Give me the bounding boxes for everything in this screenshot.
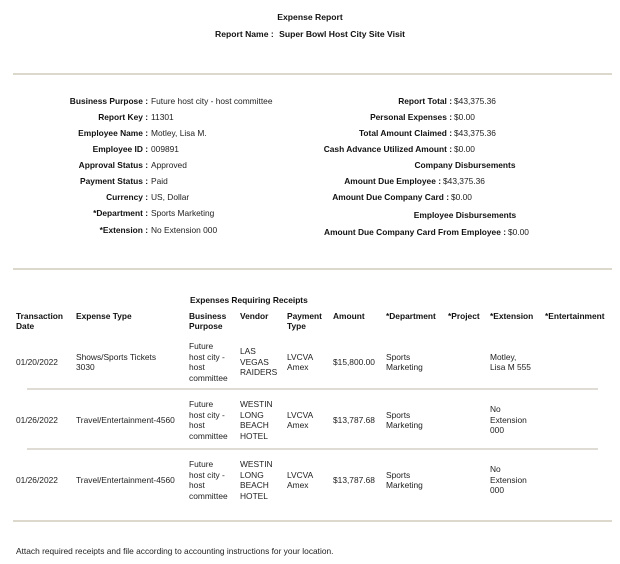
column-header-line: Type <box>287 321 306 331</box>
cell-line: BEACH <box>240 480 269 490</box>
summary-field-label: Report Total : <box>398 96 452 106</box>
summary-field-label: *Department : <box>93 208 148 218</box>
column-header-payment-type <box>287 311 322 331</box>
cell-amount <box>333 475 375 486</box>
company-disbursements-heading: Company Disbursements <box>414 160 516 170</box>
cell-line: $13,787.68 <box>333 474 375 485</box>
cell-line: Lisa M 555 <box>490 362 531 372</box>
footer-note: Attach required receipts and file according to accounting instructions for your location. <box>16 546 334 556</box>
cell-expense-type <box>76 475 175 486</box>
summary-field <box>0 109 620 125</box>
column-header-line: *Entertainment <box>545 311 605 321</box>
summary-field-label: Employee Name : <box>78 128 148 138</box>
summary-field-value: Sports Marketing <box>151 208 215 218</box>
summary-field-value: 009891 <box>151 144 179 154</box>
column-header-expense-type <box>76 311 132 321</box>
column-header-project <box>448 311 480 321</box>
summary-field-value: No Extension 000 <box>151 225 218 235</box>
cell-line: $15,800.00 <box>333 356 375 367</box>
cell-line: 000 <box>490 425 504 436</box>
cell-line: Amex <box>287 480 309 490</box>
column-header-line: *Extension <box>490 311 534 321</box>
cell-line: host city - <box>189 409 225 420</box>
cell-vendor <box>240 346 277 378</box>
summary-field <box>0 224 620 240</box>
summary-field-value: $0.00 <box>451 192 472 202</box>
cell-business-purpose <box>189 459 228 501</box>
column-header-department <box>386 311 436 321</box>
summary-field-label: Total Amount Claimed : <box>358 128 452 138</box>
cell-line: Extension <box>490 474 527 485</box>
cell-line: Sports <box>386 351 411 362</box>
summary-field <box>0 189 620 205</box>
cell-line: Marketing <box>386 480 423 490</box>
summary-field <box>0 173 620 189</box>
cell-line: Shows/Sports Tickets <box>76 351 157 362</box>
cell-line: Sports <box>386 409 411 420</box>
cell-line: Amex <box>287 420 309 430</box>
cell-line: Sports <box>386 469 411 480</box>
summary-field-value: $0.00 <box>508 227 529 237</box>
cell-department <box>386 470 423 491</box>
cell-line: host city - <box>189 469 225 480</box>
summary-field <box>0 125 620 141</box>
cell-line: Travel/Entertainment-4560 <box>76 414 175 425</box>
cell-line: Marketing <box>386 420 423 430</box>
column-header-business-purpose <box>189 311 226 331</box>
header-divider <box>13 73 612 75</box>
cell-line: 3030 <box>76 362 95 372</box>
cell-extension <box>490 464 527 496</box>
cell-line: Future <box>189 399 214 409</box>
report-name-value: Super Bowl Host City Site Visit <box>279 29 406 39</box>
summary-field-label: Business Purpose : <box>69 96 148 106</box>
summary-field-label: Currency : <box>106 192 148 202</box>
row-divider <box>27 448 598 450</box>
cell-line: $13,787.68 <box>333 414 375 425</box>
cell-line: Future <box>189 341 214 351</box>
summary-field-value: Paid <box>151 176 168 186</box>
row-divider <box>27 388 598 390</box>
cell-expense-type <box>76 415 175 426</box>
summary-field-label: *Extension : <box>99 225 148 235</box>
report-name-label: Report Name : <box>214 29 274 39</box>
column-header-amount <box>333 311 365 321</box>
summary-field-value: Future host city - host committee <box>151 96 273 106</box>
cell-line: No <box>490 404 501 415</box>
cell-line: committee <box>189 372 228 383</box>
column-header-line: *Project <box>448 311 480 321</box>
report-title: Expense Report <box>277 12 343 22</box>
cell-line: 01/20/2022 <box>16 356 58 367</box>
expenses-section-title: Expenses Requiring Receipts <box>190 295 308 305</box>
cell-line: host <box>189 362 205 372</box>
cell-payment-type <box>287 410 313 431</box>
summary-field-label: Cash Advance Utilized Amount : <box>323 144 452 154</box>
summary-field <box>0 141 620 157</box>
report-name <box>0 29 620 39</box>
column-header-line: Expense Type <box>76 311 132 321</box>
cell-amount <box>333 415 375 426</box>
column-header-line: Date <box>16 321 35 331</box>
cell-line: Travel/Entertainment-4560 <box>76 474 175 485</box>
cell-expense-type <box>76 352 156 373</box>
cell-business-purpose <box>189 399 228 441</box>
column-header-entertainment <box>545 311 605 321</box>
summary-field-value: $43,375.36 <box>454 96 496 106</box>
column-header-line: Transaction <box>16 311 64 321</box>
cell-line: 000 <box>490 485 504 496</box>
cell-line: LAS <box>240 346 256 357</box>
summary-field-label: Employee ID : <box>92 144 148 154</box>
employee-disbursements-heading: Employee Disbursements <box>413 210 517 220</box>
cell-line: Extension <box>490 414 527 425</box>
cell-line: Amex <box>287 362 309 372</box>
summary-field-value: $0.00 <box>454 112 475 122</box>
cell-line: committee <box>189 490 228 501</box>
cell-payment-type <box>287 470 313 491</box>
cell-extension <box>490 404 527 436</box>
cell-line: 01/26/2022 <box>16 414 58 425</box>
cell-line: LONG <box>240 409 264 420</box>
cell-line: LVCVA <box>287 409 314 420</box>
column-header-line: Purpose <box>189 321 223 331</box>
cell-department <box>386 410 423 431</box>
summary-field-label: Report Key : <box>98 112 148 122</box>
summary-field <box>0 93 620 109</box>
cell-line: LONG <box>240 469 264 480</box>
cell-line: LVCVA <box>287 351 314 362</box>
cell-line: LVCVA <box>287 469 314 480</box>
column-header-line: Business <box>189 311 227 321</box>
cell-line: committee <box>189 430 228 441</box>
cell-vendor <box>240 459 273 501</box>
cell-line: HOTEL <box>240 430 268 441</box>
cell-payment-type <box>287 352 313 373</box>
cell-transaction-date <box>16 415 58 426</box>
cell-line: RAIDERS <box>240 367 278 378</box>
cell-amount <box>333 357 375 368</box>
cell-line: BEACH <box>240 420 269 430</box>
summary-field-value: Motley, Lisa M. <box>151 128 207 138</box>
cell-line: Future <box>189 459 214 469</box>
cell-line: host <box>189 480 205 490</box>
cell-transaction-date <box>16 357 58 368</box>
summary-field-value: US, Dollar <box>151 192 190 202</box>
summary-field-value: Approved <box>151 160 187 170</box>
cell-line: WESTIN <box>240 459 273 469</box>
cell-line: 01/26/2022 <box>16 474 58 485</box>
summary-divider <box>13 268 612 270</box>
summary-field-value: $43,375.36 <box>443 176 485 186</box>
cell-line: VEGAS <box>240 356 269 367</box>
cell-extension <box>490 352 531 373</box>
summary-field-value: 11301 <box>151 112 174 122</box>
column-header-extension <box>490 311 533 321</box>
cell-line: Motley, <box>490 351 517 362</box>
column-header-line: Vendor <box>240 311 269 321</box>
column-header-vendor <box>240 311 268 321</box>
summary-field-label: Payment Status : <box>80 176 148 186</box>
summary-field-value: $0.00 <box>454 144 475 154</box>
summary-field-label: Approval Status : <box>78 160 148 170</box>
expenses-divider <box>13 520 612 522</box>
cell-transaction-date <box>16 475 58 486</box>
summary-field-label: Amount Due Company Card From Employee : <box>324 227 506 237</box>
summary-field-label: Personal Expenses : <box>370 112 452 122</box>
summary-field-value: $43,375.36 <box>454 128 496 138</box>
cell-line: Marketing <box>386 362 423 372</box>
column-header-line: *Department <box>386 311 436 321</box>
summary-field-label: Amount Due Company Card : <box>332 192 449 202</box>
cell-business-purpose <box>189 341 228 383</box>
column-header-line: Payment <box>287 311 322 321</box>
cell-line: host city - <box>189 351 225 362</box>
cell-line: WESTIN <box>240 399 273 409</box>
cell-vendor <box>240 399 273 441</box>
cell-line: host <box>189 420 205 430</box>
column-header-line: Amount <box>333 311 365 321</box>
cell-line: HOTEL <box>240 490 268 501</box>
cell-line: No <box>490 464 501 475</box>
cell-department <box>386 352 423 373</box>
summary-field-label: Amount Due Employee : <box>344 176 441 186</box>
column-header-transaction-date <box>16 311 63 331</box>
